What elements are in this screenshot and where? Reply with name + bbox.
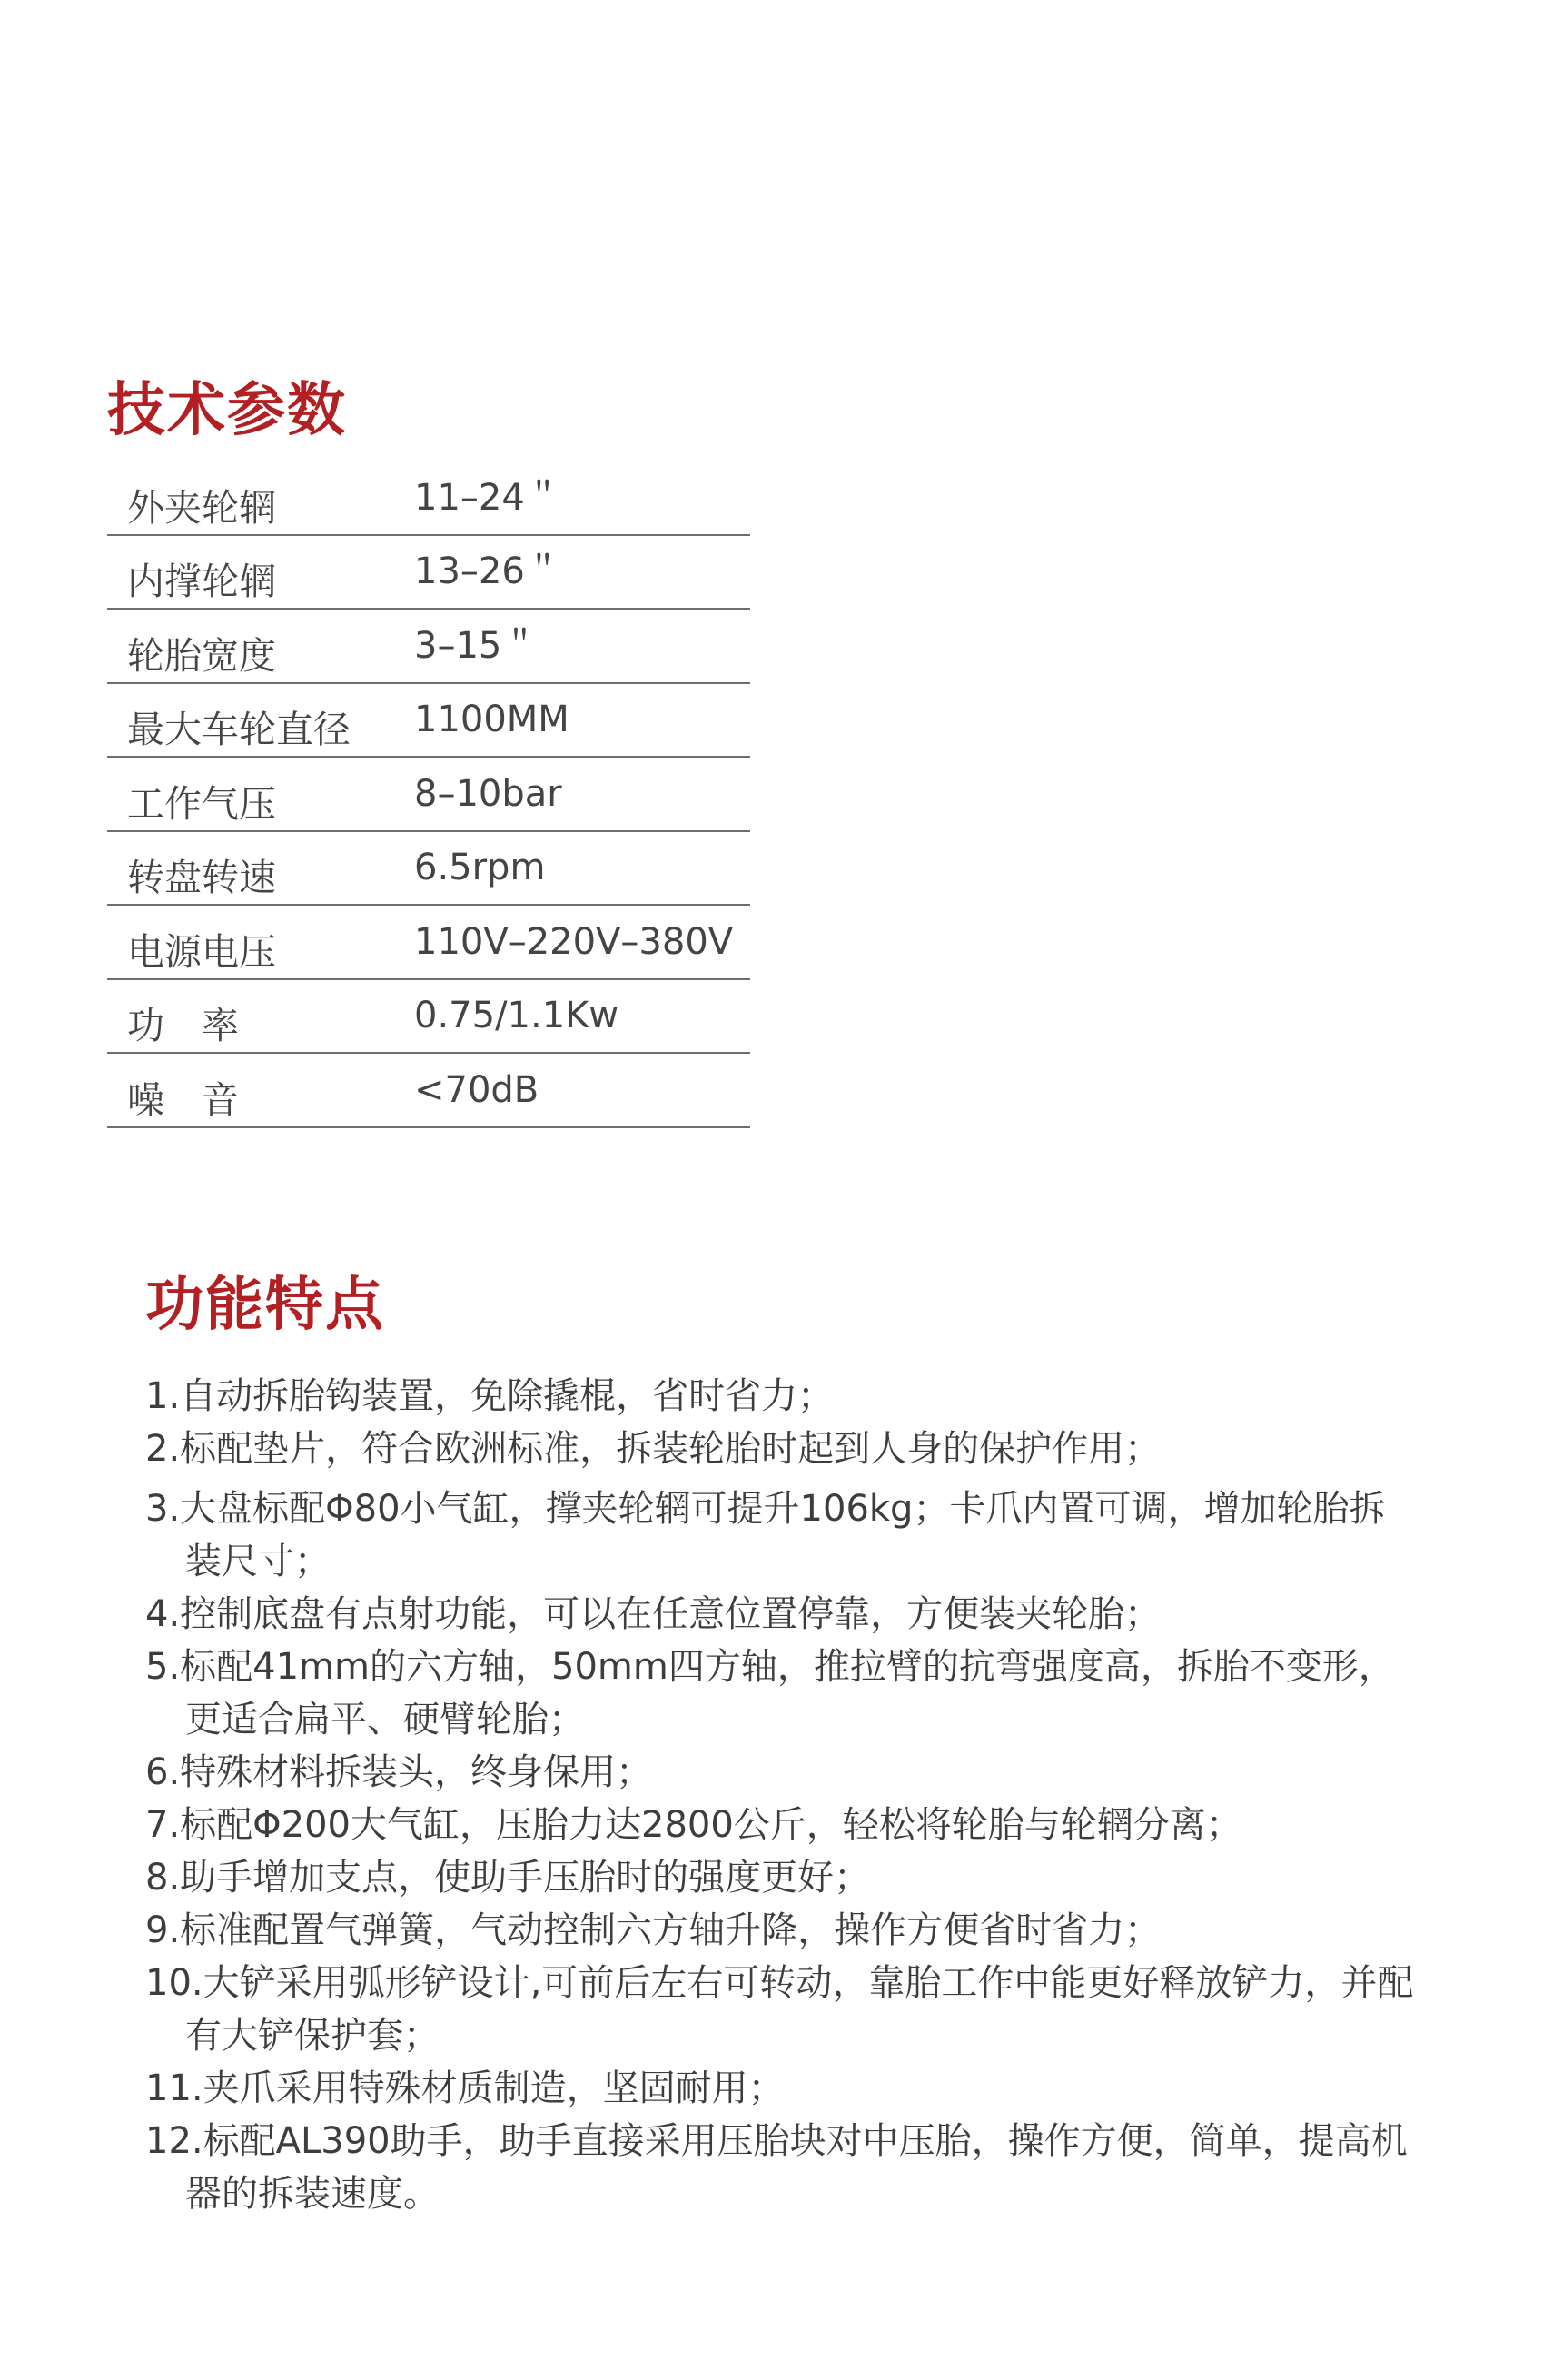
- spec-value: <70dB: [414, 1068, 539, 1111]
- spec-label: 噪 音: [127, 1077, 239, 1122]
- feature-item: 6.特殊材料拆装头，终身保用；: [145, 1751, 653, 1793]
- feature-list: [145, 1370, 1417, 2220]
- spec-value: 110V–220V–380V: [414, 920, 734, 963]
- spec-value: 6.5rpm: [414, 847, 546, 888]
- spec-label: 最大车轮直径: [127, 708, 351, 751]
- feature-item: 2.标配垫片，符合欧洲标准，拆装轮胎时起到人身的保护作用；: [145, 1428, 1162, 1470]
- spec-row: [107, 536, 750, 610]
- feature-item: 1.自动拆胎钩装置，免除撬棍，省时省力；: [145, 1375, 835, 1417]
- spec-label: 外夹轮辋: [127, 485, 276, 530]
- spec-label: 转盘转速: [127, 856, 276, 899]
- spec-row: [107, 1054, 750, 1128]
- spec-value: 0.75/1.1Kw: [414, 995, 619, 1036]
- spec-section-title: 技术参数: [107, 377, 347, 444]
- spec-row: [107, 758, 750, 832]
- spec-label: 电源电压: [127, 929, 276, 974]
- feature-item: 12.标配AL390助手，助手直接采用压胎块对中压胎，操作方便，简单，提高机器的拆装速度。: [145, 2120, 1408, 2215]
- feature-item: 4.控制底盘有点射功能，可以在任意位置停靠，方便装夹轮胎；: [145, 1593, 1162, 1635]
- spec-row: [107, 906, 750, 980]
- spec-value: 3–15＂: [414, 624, 539, 667]
- spec-row: [107, 610, 750, 684]
- feature-item: 7.标配Φ200大气缸，压胎力达2800公斤，轻松将轮胎与轮辋分离；: [145, 1804, 1242, 1846]
- feature-section-title: 功能特点: [145, 1272, 385, 1339]
- spec-label: 内撑轮辋: [127, 560, 276, 603]
- spec-value: 1100MM: [414, 699, 569, 740]
- feature-item: 9.标准配置气弹簧，气动控制六方轴升降，操作方便省时省力；: [145, 1909, 1162, 1951]
- spec-table: [107, 461, 750, 1128]
- feature-item: 8.助手增加支点，使助手压胎时的强度更好；: [145, 1857, 871, 1899]
- feature-item: 3.大盘标配Φ80小气缸，撑夹轮辋可提升106kg；卡爪内置可调，增加轮胎拆装尺寸；: [145, 1488, 1386, 1582]
- spec-value: 8–10bar: [414, 772, 562, 815]
- spec-label: 功 率: [127, 1004, 239, 1047]
- feature-item: 5.标配41mm的六方轴，50mm四方轴，推拉臂的抗弯强度高，拆胎不变形，更适合扁平、硬臂轮胎；: [145, 1646, 1395, 1740]
- spec-value: 11–24＂: [414, 476, 561, 519]
- spec-value: 13–26＂: [414, 550, 561, 592]
- feature-item: 10.大铲采用弧形铲设计,可前后左右可转动，靠胎工作中能更好释放铲力，并配有大铲保护套；: [145, 1962, 1414, 2057]
- spec-row: [107, 980, 750, 1055]
- spec-label: 轮胎宽度: [127, 633, 276, 678]
- spec-row: [107, 461, 750, 536]
- spec-row: [107, 832, 750, 907]
- spec-label: 工作气压: [127, 781, 276, 826]
- spec-row: [107, 684, 750, 759]
- feature-item: 11.夹爪采用特殊材质制造，坚固耐用；: [145, 2068, 785, 2109]
